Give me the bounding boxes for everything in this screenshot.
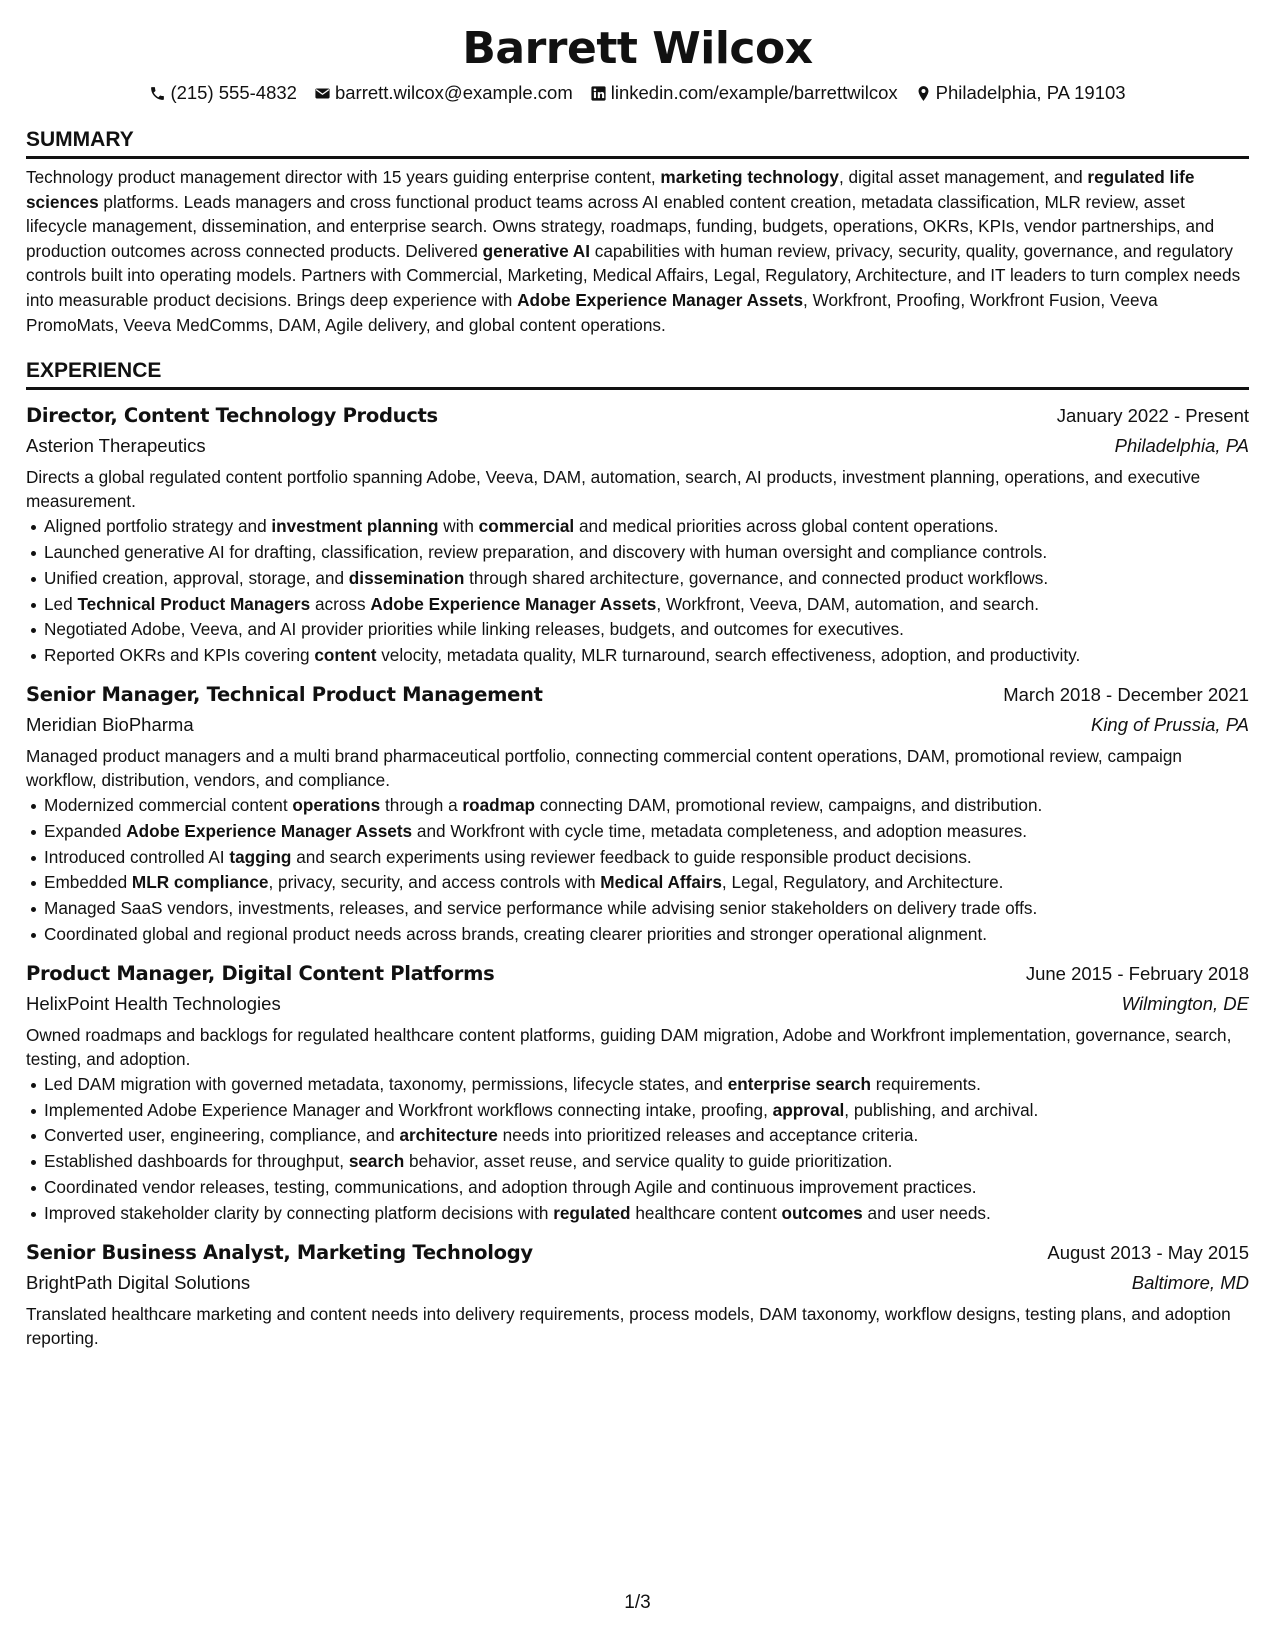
- bold-keyword: Adobe Experience Manager Assets: [370, 593, 657, 614]
- bullet-item: [26, 566, 1249, 592]
- candidate-name: Barrett Wilcox: [462, 23, 813, 74]
- bullet-item: [26, 845, 1249, 871]
- bold-keyword: generative AI: [482, 240, 590, 261]
- text-run: Converted user, engineering, compliance, and: [44, 1125, 400, 1146]
- job-bullets: [26, 1072, 1249, 1227]
- map-pin-icon: [915, 85, 932, 102]
- envelope-icon: [314, 85, 331, 102]
- text-run: capabilities with human review, privacy, security, quality, governance, and regulatory controls built into operating models. Partners with Commercial, Marketing, Medical Affairs, Legal, Regulatory, Architecture, and IT leaders to turn complex needs into measurable product decisions. Brings deep experience with: [26, 240, 1241, 310]
- bullet-item: [26, 1098, 1249, 1124]
- bold-keyword: outcomes: [781, 1202, 863, 1223]
- company-name: BrightPath Digital Solutions: [26, 1271, 251, 1293]
- job-dates: August 2013 - May 2015: [1047, 1241, 1249, 1263]
- job-entry-2: [26, 681, 1249, 948]
- job-bullets: [26, 793, 1249, 948]
- text-run: healthcare content: [630, 1202, 782, 1223]
- text-run: Modernized commercial content: [44, 794, 293, 815]
- bold-keyword: tagging: [229, 846, 292, 867]
- job-dates: January 2022 - Present: [1056, 405, 1249, 427]
- phone-icon: [149, 85, 166, 102]
- bullet-item: [26, 1123, 1249, 1149]
- contact-email[interactable]: [314, 80, 573, 106]
- job-entry-1: [26, 402, 1249, 669]
- bold-keyword: MLR compliance: [131, 872, 269, 893]
- bold-keyword: regulated: [553, 1202, 631, 1223]
- text-run: Managed SaaS vendors, investments, releases, and service performance while advising senior stakeholders on delivery trade offs.: [44, 898, 1038, 919]
- text-run: velocity, metadata quality, MLR turnaround, search effectiveness, adoption, and productivity.: [376, 645, 1081, 666]
- text-run: Embedded: [44, 872, 132, 893]
- text-run: Established dashboards for throughput,: [44, 1151, 349, 1172]
- bold-keyword: operations: [292, 794, 381, 815]
- job-title: Senior Business Analyst, Marketing Technology: [26, 1240, 533, 1264]
- text-run: Aligned portfolio strategy and: [44, 516, 272, 537]
- bold-keyword: marketing technology: [660, 167, 839, 187]
- text-run: behavior, asset reuse, and service quality to guide prioritization.: [404, 1151, 893, 1172]
- text-run: and search experiments using reviewer feedback to guide responsible product decisions.: [291, 846, 972, 867]
- bullet-item: [26, 540, 1249, 566]
- text-run: Led: [44, 593, 78, 614]
- bold-keyword: Adobe Experience Manager Assets: [126, 820, 413, 841]
- text-run: and medical priorities across global content operations.: [574, 516, 999, 537]
- bold-keyword: content: [314, 645, 377, 666]
- bold-keyword: Technical Product Managers: [77, 593, 311, 614]
- bullet-item: [26, 1175, 1249, 1201]
- page-number: 1/3: [624, 1592, 651, 1613]
- text-run: Reported OKRs and KPIs covering: [44, 645, 315, 666]
- text-run: , Workfront, Proofing, Workfront Fusion, Veeva PromoMats, Veeva MedComms, DAM, Agile delivery, and global content operations.: [26, 289, 1158, 335]
- job-title: Director, Content Technology Products: [26, 404, 438, 428]
- text-run: and Workfront with cycle time, metadata completeness, and adoption measures.: [412, 820, 1028, 841]
- bold-keyword: regulated life sciences: [26, 167, 1195, 212]
- bold-keyword: approval: [772, 1099, 845, 1120]
- job-entry-3: [26, 960, 1249, 1227]
- text-run: , privacy, security, and access controls with: [268, 872, 601, 893]
- email-text: barrett.wilcox@example.com: [334, 82, 573, 103]
- job-description: Managed product managers and a multi brand pharmaceutical portfolio, connecting commercial content operations, DAM, promotional review, campaign workflow, distribution, vendors, and compliance.: [26, 745, 1182, 790]
- company-name: Meridian BioPharma: [26, 713, 194, 735]
- job-description: Directs a global regulated content portfolio spanning Adobe, Veeva, DAM, automation, search, AI products, investment planning, operations, and executive measurement.: [26, 467, 1201, 512]
- bullet-item: [26, 1201, 1249, 1227]
- text-run: through shared architecture, governance, and connected product workflows.: [464, 567, 1049, 588]
- text-run: Introduced controlled AI: [44, 846, 230, 867]
- job-dates: June 2015 - February 2018: [1025, 962, 1249, 984]
- job-location: Philadelphia, PA: [1114, 435, 1249, 457]
- job-entry-4: [26, 1239, 1249, 1350]
- text-run: Negotiated Adobe, Veeva, and AI provider priorities while linking releases, budgets, and outcomes for executives.: [44, 619, 904, 640]
- bullet-item: [26, 1072, 1249, 1098]
- text-run: , Workfront, Veeva, DAM, automation, and search.: [656, 593, 1040, 614]
- contact-bar: [26, 80, 1249, 106]
- linkedin-text: linkedin.com/example/barrettwilcox: [610, 82, 898, 103]
- summary-heading: SUMMARY: [26, 126, 1249, 159]
- text-run: through a: [380, 794, 463, 815]
- linkedin-icon: [590, 85, 607, 102]
- location-text: Philadelphia, PA 19103: [935, 82, 1126, 103]
- bold-keyword: dissemination: [348, 567, 465, 588]
- text-run: Unified creation, approval, storage, and: [44, 567, 349, 588]
- contact-phone: [149, 80, 297, 106]
- text-run: Expanded: [44, 820, 127, 841]
- job-location: Wilmington, DE: [1121, 992, 1249, 1014]
- bold-keyword: commercial: [478, 516, 575, 537]
- job-title: Senior Manager, Technical Product Management: [26, 682, 543, 706]
- bold-keyword: architecture: [399, 1125, 498, 1146]
- bullet-item: [26, 643, 1249, 669]
- bold-keyword: Medical Affairs: [600, 872, 722, 893]
- text-run: connecting DAM, promotional review, campaigns, and distribution.: [535, 794, 1043, 815]
- text-run: with: [438, 516, 479, 537]
- summary-text: [26, 165, 1249, 337]
- company-name: Asterion Therapeutics: [26, 435, 206, 457]
- text-run: and user needs.: [862, 1202, 991, 1223]
- bold-keyword: Adobe Experience Manager Assets: [517, 289, 804, 310]
- bullet-item: [26, 819, 1249, 845]
- experience-heading: EXPERIENCE: [26, 357, 1249, 390]
- job-location: Baltimore, MD: [1131, 1271, 1249, 1293]
- job-dates: March 2018 - December 2021: [1003, 683, 1249, 705]
- text-run: , publishing, and archival.: [844, 1099, 1039, 1120]
- phone-text: (215) 555-4832: [170, 82, 297, 103]
- bullet-item: [26, 592, 1249, 618]
- job-title: Product Manager, Digital Content Platforms: [26, 961, 495, 985]
- job-description: Translated healthcare marketing and content needs into delivery requirements, process models, DAM taxonomy, workflow designs, testing plans, and adoption reporting.: [26, 1303, 1231, 1348]
- job-location: King of Prussia, PA: [1090, 713, 1249, 735]
- text-run: needs into prioritized releases and acceptance criteria.: [497, 1125, 919, 1146]
- bold-keyword: search: [348, 1151, 405, 1172]
- text-run: Improved stakeholder clarity by connecting platform decisions with: [44, 1202, 554, 1223]
- bold-keyword: enterprise search: [727, 1073, 871, 1094]
- text-run: across: [310, 593, 371, 614]
- bullet-item: [26, 896, 1249, 922]
- text-run: platforms. Leads managers and cross functional product teams across AI enabled content creation, metadata classification, MLR review, asset lifecycle management, dissemination, and enterprise search. Owns strategy, roadmaps, funding, budgets, operations, OKRs, KPIs, vendor partnerships, and production outcomes across connected products. Delivered: [26, 191, 1215, 261]
- text-run: Implemented Adobe Experience Manager and Workfront workflows connecting intake, proofing,: [44, 1099, 773, 1120]
- text-run: , digital asset management, and: [839, 167, 1088, 187]
- bullet-item: [26, 793, 1249, 819]
- text-run: Coordinated vendor releases, testing, communications, and adoption through Agile and continuous improvement practices.: [44, 1176, 977, 1197]
- bullet-item: [26, 514, 1249, 540]
- text-run: Technology product management director with 15 years guiding enterprise content,: [26, 167, 661, 187]
- bold-keyword: investment planning: [271, 516, 439, 537]
- contact-location: [915, 80, 1126, 106]
- text-run: requirements.: [871, 1073, 981, 1094]
- bullet-item: [26, 922, 1249, 948]
- text-run: Coordinated global and regional product needs across brands, creating clearer priorities and stronger operational alignment.: [44, 923, 988, 944]
- job-description: Owned roadmaps and backlogs for regulated healthcare content platforms, guiding DAM migration, Adobe and Workfront implementation, governance, search, testing, and adoption.: [26, 1024, 1232, 1069]
- company-name: HelixPoint Health Technologies: [26, 992, 281, 1014]
- text-run: Led DAM migration with governed metadata, taxonomy, permissions, lifecycle states, and: [44, 1073, 728, 1094]
- bullet-item: [26, 617, 1249, 643]
- text-run: , Legal, Regulatory, and Architecture.: [721, 872, 1004, 893]
- bold-keyword: roadmap: [462, 794, 536, 815]
- bullet-item: [26, 870, 1249, 896]
- text-run: Launched generative AI for drafting, classification, review preparation, and discovery with human oversight and compliance controls.: [44, 541, 1048, 562]
- job-bullets: [26, 514, 1249, 669]
- contact-linkedin[interactable]: [590, 80, 898, 106]
- bullet-item: [26, 1149, 1249, 1175]
